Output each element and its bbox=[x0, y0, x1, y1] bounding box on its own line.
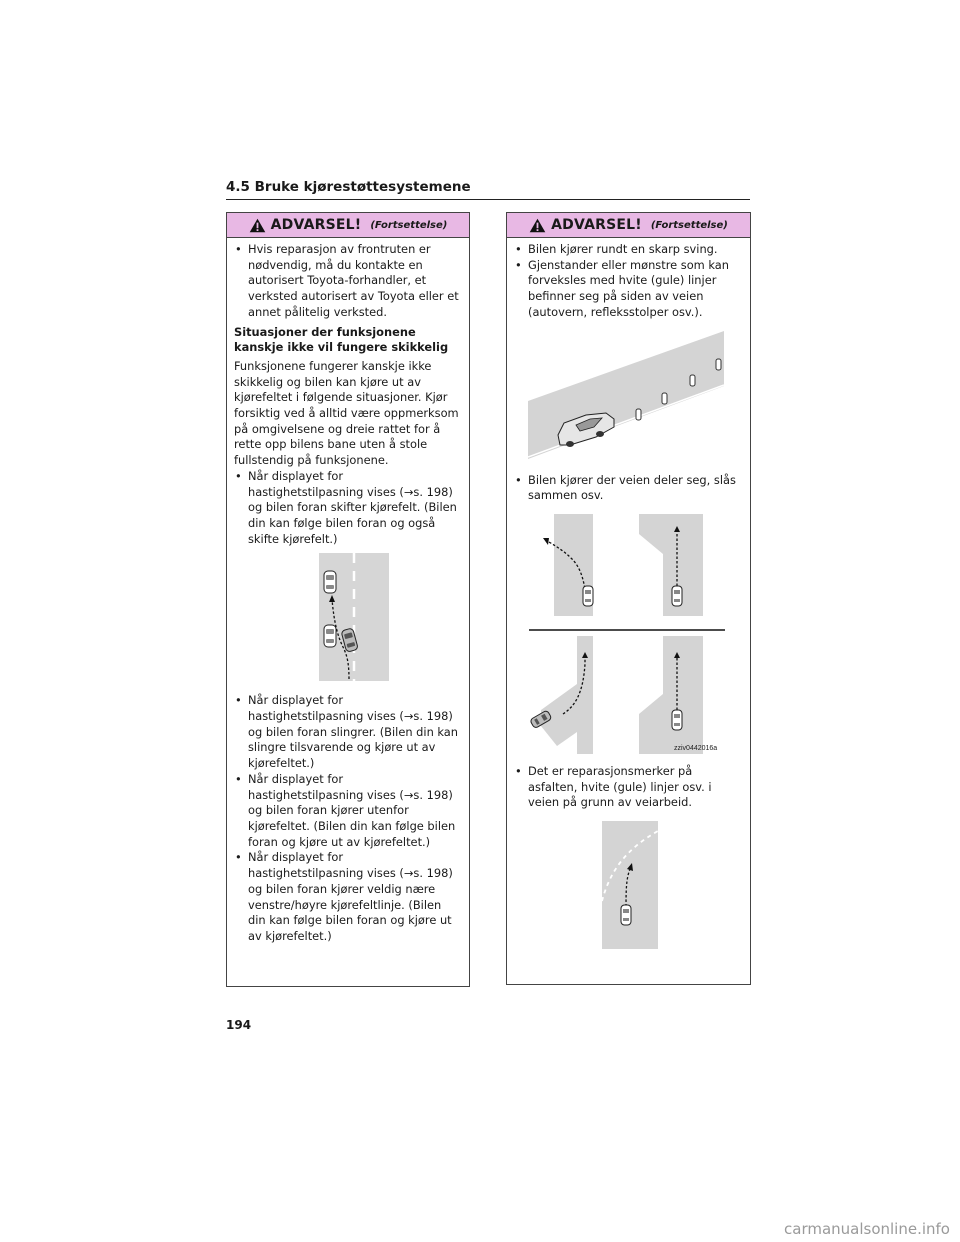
subheading: Situasjoner der funksjonene kanskje ikke vil fungere skikkelig bbox=[234, 324, 449, 355]
bullet-near-line: • Når displayet for hastighetstilpasning vises (→s. 198) og bilen foran kjører veldig nære venstre/høyre kjørefeltlinje. (Bilen din kan følge bilen foran og kjøre ut av kjørefeltet.) bbox=[234, 850, 460, 944]
figure-road-split-merge bbox=[527, 514, 727, 754]
warning-triangle-icon bbox=[249, 218, 266, 233]
bullet-roadside-objects: • Gjenstander eller mønstre som kan forveksles med hvite (gule) linjer befinner seg på siden av veien (autovern, refleksstolper osv.). bbox=[514, 258, 741, 321]
section-title: 4.5 Bruke kjørestøttesystemene bbox=[226, 179, 471, 195]
warning-triangle-icon bbox=[529, 218, 546, 233]
paragraph: Funksjonene fungerer kanskje ikke skikkelig og bilen kan kjøre ut av kjørefeltet i følgende situasjoner. Kjør forsiktig ved å alltid være oppmerksom på omgivelsene og dreie rattet for å rette opp bilens bane uten å stole fullstendig på funksjonene. bbox=[234, 358, 459, 468]
road-split-right bbox=[639, 514, 703, 616]
warning-title: ADVARSEL! bbox=[270, 217, 362, 233]
page-number: 194 bbox=[226, 1018, 252, 1032]
watermark: carmanualsonline.info bbox=[784, 1220, 950, 1238]
warning-subtitle: (Fortsettelse) bbox=[650, 219, 728, 231]
bullet-road-repairs: • Det er reparasjonsmerker på asfalten, hvite (gule) linjer osv. i veien på grunn av veiarbeid. bbox=[514, 764, 741, 811]
figure-repair-marks bbox=[602, 821, 658, 949]
road-merge-right bbox=[639, 636, 703, 754]
road-merge-left bbox=[530, 636, 593, 754]
bullet-windshield: • Hvis reparasjon av frontruten er nødvendig, må du kontakte en autorisert Toyota-forhandler, et verksted autorisert av Toyota eller et annet pålitelig verksted. bbox=[234, 242, 460, 321]
bullet-outside-lane: • Når displayet for hastighetstilpasning vises (→s. 198) og bilen foran kjører utenfor kjørefeltet. (Bilen din kan følge bilen foran og kjøre ut av kjørefeltet.) bbox=[234, 772, 460, 851]
bullet-road-split: • Bilen kjører der veien deler seg, slås sammen osv. bbox=[514, 473, 741, 504]
section-rule bbox=[226, 199, 750, 200]
figure-code: zziv0442016a bbox=[674, 744, 718, 752]
warning-title: ADVARSEL! bbox=[551, 217, 642, 233]
bullet-sharp-curve: • Bilen kjører rundt en skarp sving. bbox=[514, 242, 741, 258]
figure-lane-change bbox=[319, 553, 389, 681]
warning-header bbox=[227, 213, 469, 238]
car-ahead-top bbox=[324, 571, 336, 593]
warning-subtitle: (Fortsettelse) bbox=[370, 219, 448, 231]
bullet-swerving: • Når displayet for hastighetstilpasning vises (→s. 198) og bilen foran slingrer. (Bilen din kan slingre tilsvarende og kjøre ut av kjørefeltet.) bbox=[234, 693, 460, 772]
figure-roadside-posts bbox=[528, 331, 724, 459]
warning-box-left bbox=[226, 212, 470, 987]
warning-header bbox=[507, 213, 750, 238]
bullet-lane-change: • Når displayet for hastighetstilpasning vises (→s. 198) og bilen foran skifter kjørefelt. (Bilen din kan følge bilen foran og også skifte kjørefelt.) bbox=[234, 469, 460, 548]
road-split-left bbox=[543, 514, 593, 616]
car-own bbox=[324, 625, 336, 647]
warning-box-right bbox=[506, 212, 751, 985]
